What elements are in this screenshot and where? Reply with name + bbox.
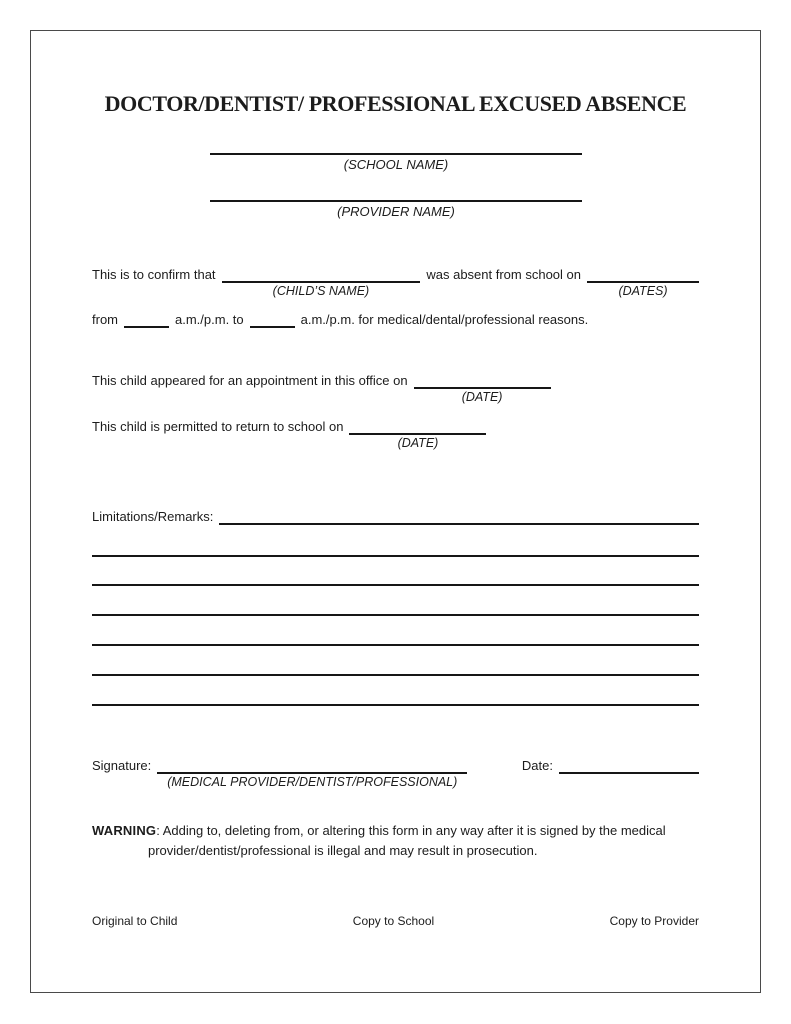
- copy-original-to-child-label: Original to Child: [92, 914, 178, 928]
- provider-name-line[interactable]: [210, 200, 582, 202]
- remarks-line-1[interactable]: [219, 508, 699, 525]
- return-to-school-text: This child is permitted to return to school on: [92, 419, 344, 434]
- from-time-field[interactable]: [124, 311, 169, 328]
- remarks-label: Limitations/Remarks:: [92, 509, 214, 524]
- child-name-field[interactable]: [222, 266, 421, 298]
- signature-date-field[interactable]: [559, 757, 699, 774]
- absence-dates-caption: (DATES): [618, 284, 668, 298]
- remarks-row: [92, 508, 699, 525]
- school-name-caption: (SCHOOL NAME): [343, 157, 449, 172]
- appointment-date-caption: (DATE): [461, 390, 503, 404]
- signature-row: [92, 757, 699, 789]
- return-to-school-row: [92, 418, 699, 450]
- copy-to-school-label: Copy to School: [352, 914, 435, 928]
- absence-dates-field[interactable]: [587, 266, 699, 298]
- remarks-line-6[interactable]: [92, 674, 699, 676]
- ampm-to-text: a.m./p.m. to: [175, 312, 244, 327]
- to-time-field[interactable]: [250, 311, 295, 328]
- signature-caption: (MEDICAL PROVIDER/DENTIST/PROFESSIONAL): [167, 775, 458, 789]
- provider-name-field-group: [210, 200, 582, 219]
- reason-text: a.m./p.m. for medical/dental/professional reasons.: [300, 312, 589, 327]
- distribution-footer: [92, 914, 699, 928]
- from-text: from: [92, 312, 118, 327]
- return-date-caption: (DATE): [397, 436, 439, 450]
- time-range-row: [92, 311, 699, 328]
- warning-paragraph: [92, 821, 678, 861]
- absent-from-school-text: was absent from school on: [426, 267, 581, 282]
- warning-text: : Adding to, deleting from, or altering this form in any way after it is signed by the medical provider/dentist/professional is illegal and may result in prosecution.: [148, 823, 666, 858]
- provider-name-caption: (PROVIDER NAME): [337, 204, 455, 219]
- signature-field[interactable]: [157, 757, 467, 789]
- confirm-row: [92, 266, 699, 298]
- child-name-caption: (CHILD’S NAME): [272, 284, 370, 298]
- appointment-date-field[interactable]: [414, 372, 551, 404]
- remarks-line-2[interactable]: [92, 555, 699, 557]
- warning-label: WARNING: [92, 823, 157, 838]
- remarks-line-7[interactable]: [92, 704, 699, 706]
- return-date-field[interactable]: [349, 418, 486, 450]
- remarks-line-4[interactable]: [92, 614, 699, 616]
- remarks-line-3[interactable]: [92, 584, 699, 586]
- date-label: Date:: [521, 758, 553, 773]
- copy-to-provider-label: Copy to Provider: [609, 914, 699, 928]
- school-name-field-group: [210, 153, 582, 172]
- signature-label: Signature:: [92, 758, 152, 773]
- form-title: DOCTOR/DENTIST/ PROFESSIONAL EXCUSED ABSENCE: [104, 91, 687, 116]
- confirm-prefix-text: This is to confirm that: [92, 267, 216, 282]
- appointment-row: [92, 372, 699, 404]
- remarks-line-5[interactable]: [92, 644, 699, 646]
- appointment-text: This child appeared for an appointment in this office on: [92, 373, 408, 388]
- school-name-line[interactable]: [210, 153, 582, 155]
